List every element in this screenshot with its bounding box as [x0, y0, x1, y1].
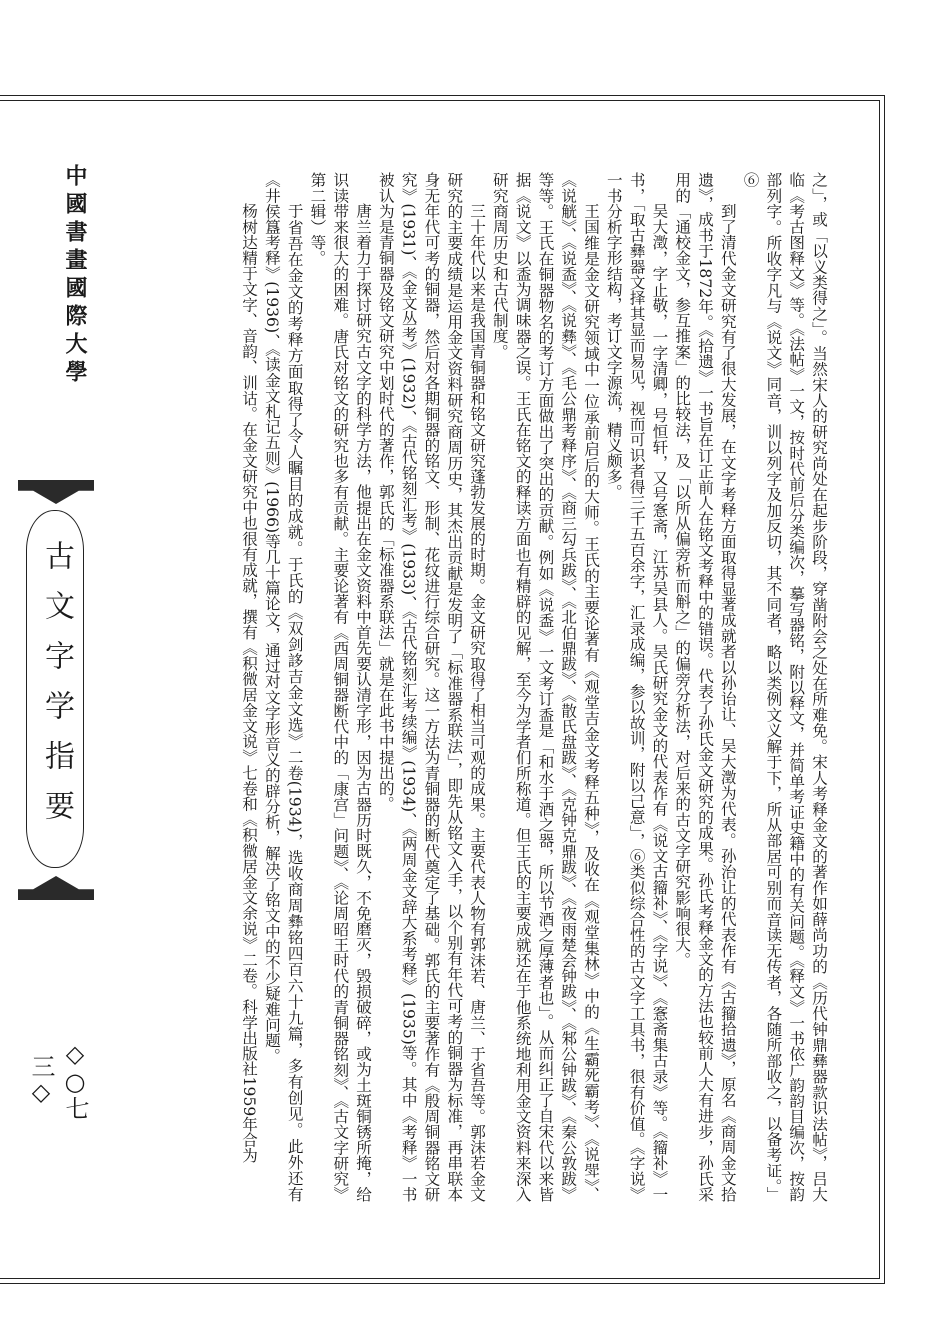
running-header: 中國書畫國際大學	[62, 164, 88, 388]
body-text	[148, 172, 830, 1202]
cartouche-bottom-ornament	[18, 876, 94, 900]
paragraph: 吴大澂，字止敬，一字清卿，号恒轩，又号愙斋，江苏吴县人。吴氏研究金文的代表作有《说文古籀补》、《字说》、《愙斋集古录》等。《籀补》一书，「取古彝器文择其显而易见，视而可识者得三千五百余字，汇录成编，参以故训，附以己意」，⑥类似综合性的古文字工具书，很有价值。《字说》一书分析字形结构，考订文字源流，精义颇多。	[604, 172, 669, 1202]
paragraph: 杨树达精于文字、音韵、训诂。在金文研究中也很有成就，撰有《积微居金文说》七卷和《积微居金文余说》二卷。科学出版社1959年合为	[240, 203, 259, 1164]
paragraph: 之」，或「以义类得之」。当然宋人的研究尚处在起步阶段，穿凿附会之处在所难免。宋人考释金文的著作如薛尚功的《历代钟鼎彝器款识法帖》，吕大临《考古图释文》等。《法帖》一文，按时代前后分类编次，摹写器铭，附以释文，并简单考证史籍中的有关问题。《释文》一书依广韵韵目编次，按韵部列字。所收字凡与《说文》同音，训以列字及加反切，其不同者，略以类例文义解于下，所从部居可别而音读无传者，各随所部收之，以备考证。」⑥	[741, 172, 828, 1202]
book-title: 古文字学指要	[39, 540, 74, 840]
page-number: ◇○七三◇	[27, 1040, 89, 1120]
cartouche-top-ornament	[18, 480, 94, 504]
paragraph: 唐兰着力于探讨研究古文字的科学方法，他提出在金文资料中首先要认清字形，因为古器历时既久，不免磨灭，毁损破碎，或为土斑铜锈所掩，给识读带来很大的困难。唐氏对铭文的研究也多有贡献。主要论著有《西周铜器断代中的「康宫」问题》、《论周昭王时代的青铜器铭刻》、《古文字研究》第二辑）等。	[308, 172, 373, 1202]
paragraph: 三十年代以来是我国青铜器和铭文研究蓬勃发展的时期。金文研究取得了相当可观的成果。主要代表人物有郭沫若、唐兰、于省吾等。郭沫若金文研究的主要成绩是运用金文资料研究商周历史，其杰出贡献是发明了「标准器系联法」，即先从铭文入手，以个别有年代可考的铜器为标准，再串联本身无年代可考的铜器，然后对各期铜器的铭文、形制、花纹进行综合研究。这一方法为青铜器的断代奠定了基础。郭氏的主要著作有《殷周铜器铭文研究》(1931)、《金文丛考》(1932)、《古代铭刻汇考》(1933)、《古代铭刻汇考续编》(1934)、《两周金文辞大系考释》(1935)等。其中《考释》一书被认为是青铜器及铭文研究中划时代的著作，郭氏的「标准器系联法」就是在此书中提出的。	[376, 172, 487, 1202]
paragraph: 王国维是金文研究领域中一位承前启后的大师。王氏的主要论著有《观堂吉金文考释五种》，及收在《观堂集林》中的《生霸死霸考》、《说斝》、《说觥》、《说盉》、《说彝》、《毛公鼎考释序》、《商三勾兵跋》、《北伯鼎跋》、《散氏盘跋》、《克钟克鼎跋》、《夜雨楚会钟跋》、《邾公钟跋》、《秦公敦跋》等等。王氏在铜器物名的考订方面做出了突出的贡献。例如《说盉》一文考订盉是「和水于酒之器，所以节酒之厚薄者也」。从而纠正了自宋代以来皆据《说文》以盉为调味器之误。王氏在铭文的释读方面也有精辟的见解，至今为学者们所称道。但王氏的主要成就还在于他系统地利用金文资料来深入研究商周历史和古代制度。	[490, 172, 601, 1202]
title-cartouche	[18, 480, 94, 900]
paragraph: 于省吾在金文的考释方面取得了令人瞩目的成就。于氏的《双剑誃吉金文选》二卷(1934)，选收商周彝铭四百六十九篇，多有创见。此外还有《井侯簋考释》(1936)、《读金文札记五则》(1966)等几十篇论文，通过对文字形音义的辟分析，解决了铭文中的不少疑难问题。	[262, 172, 304, 1202]
paragraph: 到了清代金文研究有了很大发展，在文字考释方面取得显著成就者以孙诒让、吴大澂为代表。孙治让的代表作有《古籀拾遗》，原名《商周金文拾遗》，成书于1872年。《拾遗》一书旨在订正前人在铭文考释中的错误。代表了孙氏金文研究的成果。孙氏考释金文的方法也较前人大有进步，孙氏采用的「通校金文，参互推案」的比较法，及「以所从偏旁析而斛之」的偏旁分析法，对后来的古文字研究影响很大。	[673, 172, 737, 1202]
